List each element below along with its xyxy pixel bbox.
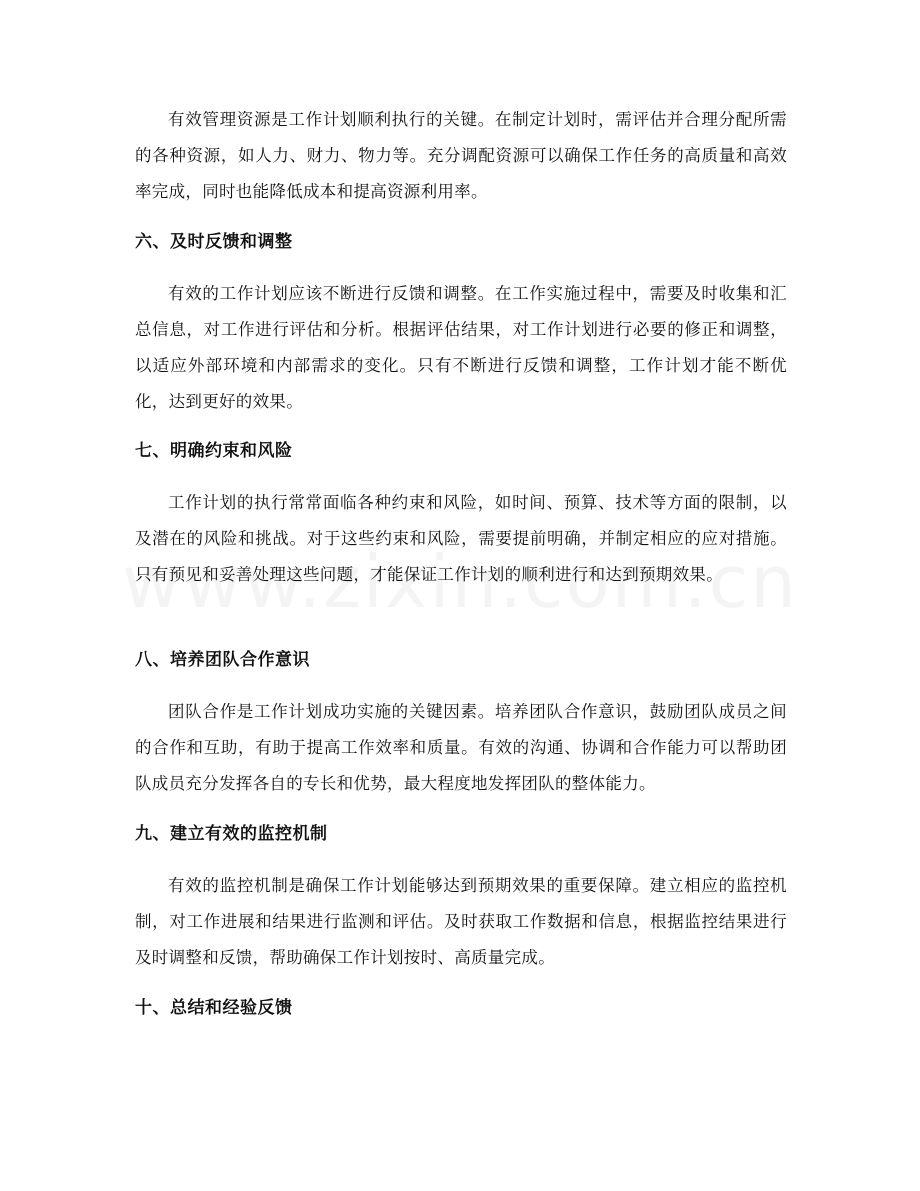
section-6-paragraph: 有效的工作计划应该不断进行反馈和调整。在工作实施过程中，需要及时收集和汇总信息，对工作进行评估和分析。根据评估结果，对工作计划进行必要的修正和调整，以适应外部环境和内部需求的变化。只有不断进行反馈和调整，工作计划才能不断优化，达到更好的效果。 (135, 284, 787, 411)
section-7 (135, 433, 787, 469)
section-9-body (135, 868, 787, 976)
section-10 (135, 990, 787, 1026)
section-10-heading: 十、总结和经验反馈 (135, 998, 293, 1018)
section-7-paragraph: 工作计划的执行常常面临各种约束和风险，如时间、预算、技术等方面的限制，以及潜在的风险和挑战。对于这些约束和风险，需要提前明确，并制定相应的应对措施。只有预见和妥善处理这些问题，才能保证工作计划的顺利进行和达到预期效果。 (135, 493, 787, 584)
section-6-body (135, 276, 787, 420)
section-8-paragraph: 团队合作是工作计划成功实施的关键因素。培养团队合作意识，鼓励团队成员之间的合作和互助，有助于提高工作效率和质量。有效的沟通、协调和合作能力可以帮助团队成员充分发挥各自的专长和优势，最大程度地发挥团队的整体能力。 (135, 702, 787, 793)
section-7-body (135, 485, 787, 593)
intro-paragraph-block (135, 102, 787, 210)
section-8-body (135, 694, 787, 802)
intro-paragraph: 有效管理资源是工作计划顺利执行的关键。在制定计划时，需评估并合理分配所需的各种资源，如人力、财力、物力等。充分调配资源可以确保工作任务的高质量和高效率完成，同时也能降低成本和提高资源利用率。 (135, 110, 787, 201)
section-6-heading: 六、及时反馈和调整 (135, 232, 293, 252)
section-7-heading: 七、明确约束和风险 (135, 441, 293, 461)
section-6 (135, 224, 787, 260)
section-9-heading: 九、建立有效的监控机制 (135, 824, 328, 844)
section-9-paragraph: 有效的监控机制是确保工作计划能够达到预期效果的重要保障。建立相应的监控机制，对工作进展和结果进行监测和评估。及时获取工作数据和信息，根据监控结果进行及时调整和反馈，帮助确保工作计划按时、高质量完成。 (135, 876, 787, 967)
section-9 (135, 816, 787, 852)
section-8 (135, 642, 787, 678)
section-8-heading: 八、培养团队合作意识 (135, 650, 310, 670)
